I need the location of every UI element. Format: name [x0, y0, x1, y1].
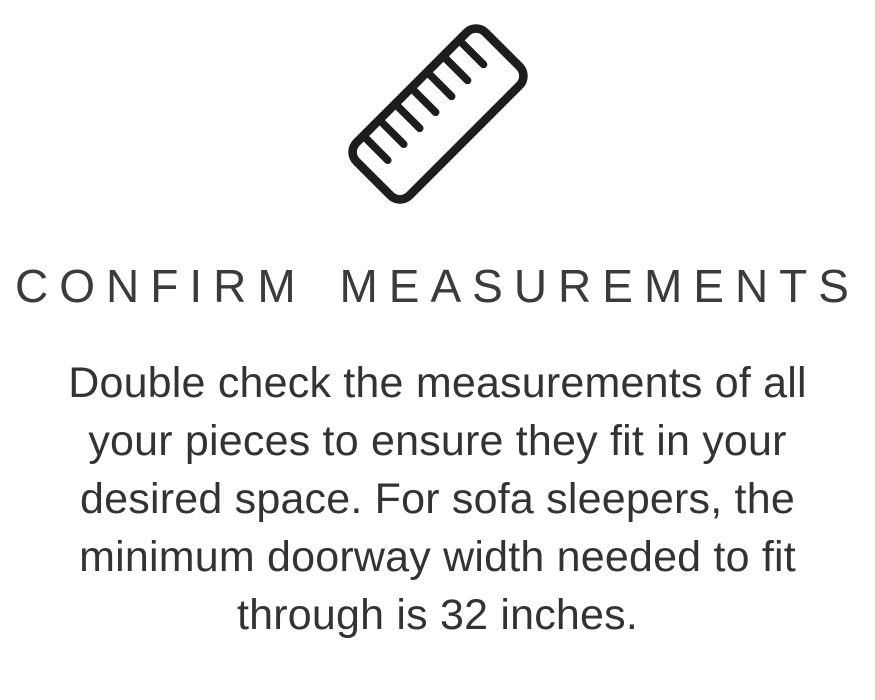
ruler-icon — [342, 18, 534, 210]
body-line: Double check the measurements of all — [68, 359, 807, 408]
body-text — [68, 354, 807, 644]
page-title: CONFIRM MEASUREMENTS — [15, 260, 860, 312]
body-line: minimum doorway width needed to fit — [79, 533, 796, 582]
body-line: your pieces to ensure they fit in your — [88, 417, 787, 466]
body-line: through is 32 inches. — [236, 591, 638, 640]
body-line: desired space. For sofa sleepers, the — [80, 475, 795, 524]
